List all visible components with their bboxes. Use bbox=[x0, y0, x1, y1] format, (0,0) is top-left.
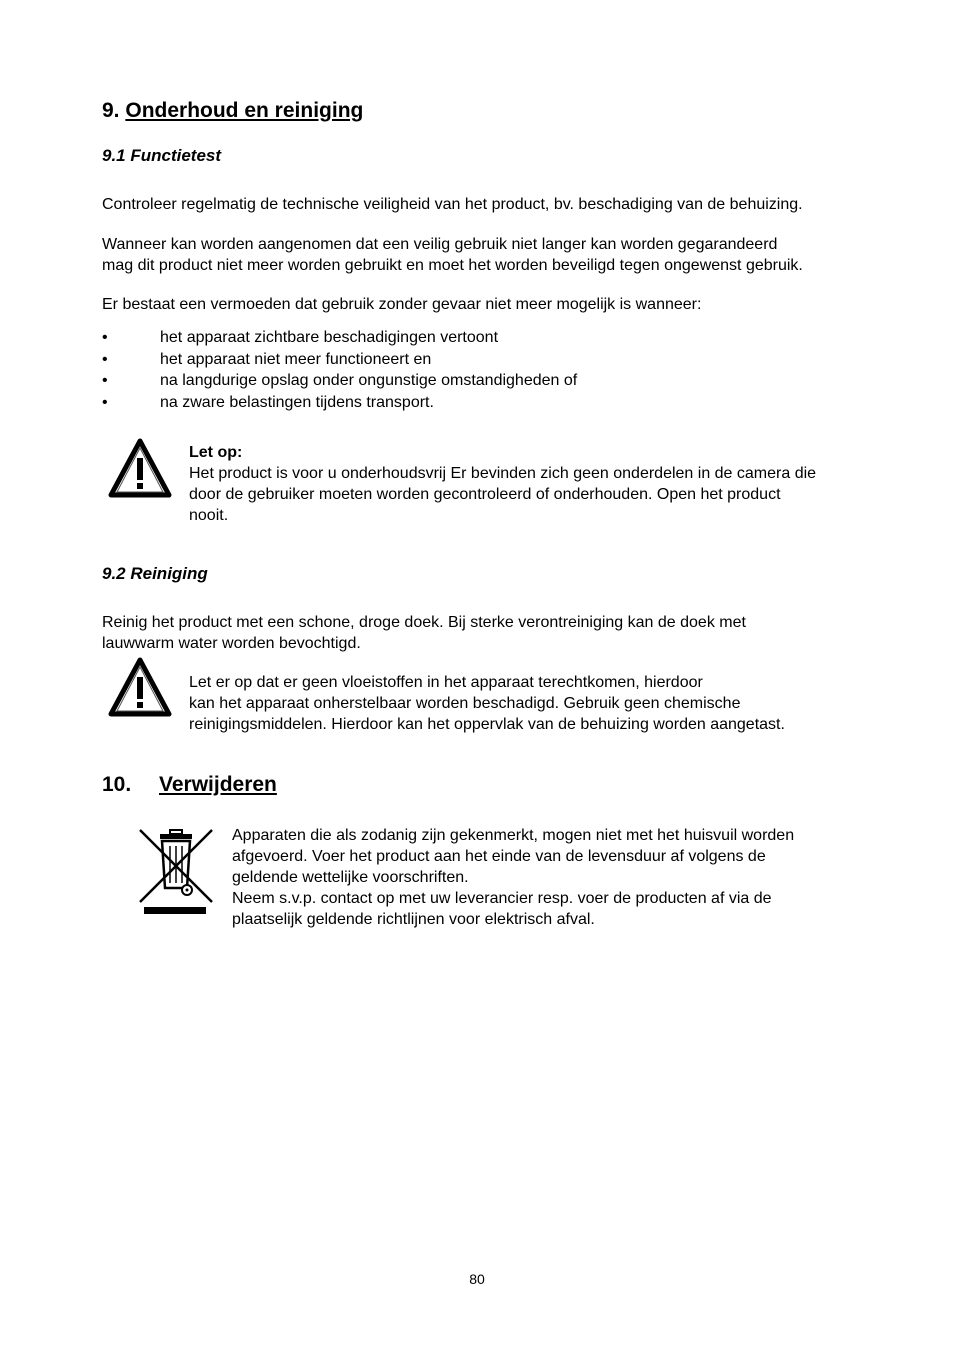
bullet-glyph: • bbox=[102, 393, 108, 411]
disposal-text bbox=[232, 825, 912, 930]
warning-line: door de gebruiker moeten worden gecontroleerd of onderhouden. Open het product bbox=[189, 486, 781, 503]
warning-line: Het product is voor u onderhoudsvrij Er bevinden zich geen onderdelen in de camera die bbox=[189, 465, 817, 482]
list-item-text: na langdurige opslag onder ongunstige omstandigheden of bbox=[160, 372, 578, 389]
warning-triangle-icon bbox=[108, 438, 172, 498]
paragraph-line: plaatselijk geldende richtlijnen voor elektrisch afval. bbox=[232, 911, 595, 928]
crossed-out-wheelie-bin-icon bbox=[136, 826, 216, 916]
warning-line: nooit. bbox=[189, 507, 229, 524]
section-10-heading bbox=[102, 773, 277, 797]
paragraph-line: mag dit product niet meer worden gebruikt en moet het worden beveiligd tegen ongewenst gebruik. bbox=[102, 257, 803, 274]
warning-note-maintenance bbox=[189, 442, 889, 526]
warning-line: kan het apparaat onherstelbaar worden beschadigd. Gebruik geen chemische bbox=[189, 695, 741, 712]
page-number: 80 bbox=[469, 1271, 485, 1287]
paragraph-suspicion: Er bestaat een vermoeden dat gebruik zonder gevaar niet meer mogelijk is wanneer: bbox=[102, 296, 702, 313]
bullet-glyph: • bbox=[102, 329, 108, 346]
section-10-number: 10. bbox=[102, 773, 132, 796]
section-9-heading bbox=[102, 99, 363, 123]
warning-line: reinigingsmiddelen. Hierdoor kan het oppervlak van de behuizing worden aangetast. bbox=[189, 716, 785, 733]
section-9-title: Onderhoud en reiniging bbox=[125, 99, 364, 122]
bullet-glyph: • bbox=[102, 372, 108, 389]
paragraph-line: Apparaten die als zodanig zijn gekenmerkt, mogen niet met het huisvuil worden bbox=[232, 827, 795, 844]
warning-line: Let er op dat er geen vloeistoffen in het apparaat terechtkomen, hierdoor bbox=[189, 674, 703, 691]
paragraph-cleaning bbox=[102, 612, 746, 654]
list-item bbox=[102, 327, 802, 349]
bullet-glyph: • bbox=[102, 350, 108, 368]
paragraph-line: lauwwarm water worden bevochtigd. bbox=[102, 635, 361, 652]
warning-note-liquids bbox=[189, 672, 889, 735]
paragraph-line: afgevoerd. Voer het product aan het einde van de levensduur af volgens de bbox=[232, 848, 766, 865]
list-item bbox=[102, 370, 802, 392]
paragraph-check-safety: Controleer regelmatig de technische veiligheid van het product, bv. beschadiging van de behuizing. bbox=[102, 196, 803, 213]
section-9-number: 9. bbox=[102, 99, 120, 122]
list-item bbox=[102, 349, 802, 371]
paragraph-line: Wanneer kan worden aangenomen dat een veilig gebruik niet langer kan worden gegarandeerd bbox=[102, 236, 778, 253]
list-item-text: het apparaat zichtbare beschadigingen vertoont bbox=[160, 329, 499, 346]
subsection-9-1-title: 9.1 Functietest bbox=[102, 146, 222, 165]
paragraph-line: geldende wettelijke voorschriften. bbox=[232, 869, 469, 886]
list-item-text: na zware belastingen tijdens transport. bbox=[160, 393, 434, 411]
warning-triangle-icon bbox=[108, 657, 172, 717]
list-item bbox=[102, 392, 802, 414]
warning-label: Let op: bbox=[189, 444, 243, 461]
subsection-9-2-title: 9.2 Reiniging bbox=[102, 564, 208, 583]
paragraph-line: Reinig het product met een schone, droge doek. Bij sterke verontreiniging kan de doek met bbox=[102, 614, 746, 631]
list-item-text: het apparaat niet meer functioneert en bbox=[160, 350, 432, 368]
paragraph-line: Neem s.v.p. contact op met uw leverancier resp. voer de producten af via de bbox=[232, 890, 772, 907]
bullet-list bbox=[102, 327, 802, 417]
paragraph-unsafe-use bbox=[102, 234, 803, 276]
section-10-title: Verwijderen bbox=[159, 773, 277, 796]
